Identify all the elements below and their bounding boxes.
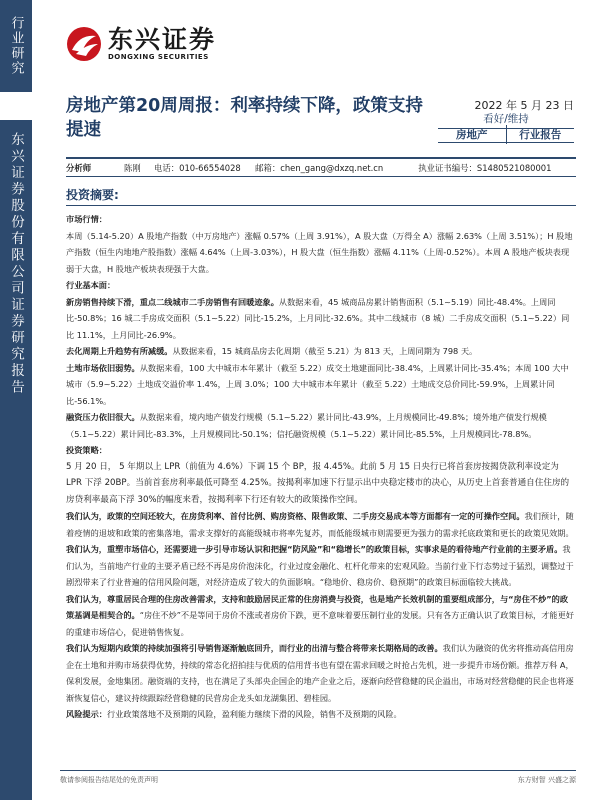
tag-report-type: 行业报告 [519,129,562,141]
email-value: chen_gang@dxzq.net.cn [280,162,384,173]
rating-label: 看好/维持 [438,109,574,129]
abstract-divider [66,205,576,206]
sales-lead: 新房销售持续下滑，重点二线城市二手房销售有回暖迹象。 [66,296,279,307]
tags-divider [438,142,574,143]
strategy-3-text: 我们认为，当前地产行业的主要矛盾已经不再是房价泡沫化，行业过度金融化、杠杆化带来的宏观风险。当前行业下行态势过于猛烈，调整过于剧烈带来了行业普遍的信用风险问题，对经济造成了较大的负面影响。“稳地价、稳房价、稳预期”的政策目标面临较大挑战。 [66,544,574,587]
strategy-4-text: “房住不炒”不是等同于房价不涨或者房价下跌，更不意味着要压制行业的发展。只有各方正确认识了政策目标，才能更好的重建市场信心，促进销售恢复。 [66,610,574,637]
inventory-paragraph [66,343,576,360]
logo-text-cn: 东兴证券 [108,25,217,54]
analyst-name: 陈刚 [124,162,141,173]
report-title: 房地产第20周周报：利率持续下降，政策支持提速 [66,96,423,140]
strategy-paragraph-4 [66,591,576,641]
risk-text: 行业政策落地不及预期的风险，盈利能力继续下滑的风险，销售不及预期的风险。 [106,709,402,719]
phone-value: 010-66554028 [179,162,241,173]
company-logo [66,26,216,62]
abstract-body [66,211,576,723]
sales-text: 从数据来看，45 城商品房累计销售面积（5.1~5.19）同比-48.4%。上周同比-50.8%；16 城二手房成交面积（5.1~5.22）同比-15.2%，上月同比-32.6%。其中二线城市（8 城）二手房成交面积（5.1~5.22）同比 11.1%，上月同比-26.9%。 [66,296,570,340]
strategy-3-lead: 我们认为，重塑市场信心，还需要进一步引导市场认识和把握“防风险”和“稳增长”的政策目标，实事求是的看待地产行业前的主要矛盾。 [66,544,563,554]
page-footer [60,770,576,785]
phone-label: 电话： [154,162,180,173]
strategy-2-lead: 我们认为，政策的空间还较大，在房贷利率、首付比例、购房资格、限售政策、二手房交易成本等方面都有一定的可操作空间。 [66,511,525,521]
market-heading: 市场行情： [66,214,107,224]
email-label: 邮箱： [255,162,281,173]
risk-lead: 风险提示： [66,709,107,719]
disclaimer-note: 敬请参阅报告结尾处的免责声明 [60,776,158,784]
strategy-paragraph-5 [66,640,576,706]
report-date: 2022 年 5 月 23 日 [474,99,574,112]
sidebar [0,0,32,800]
land-paragraph [66,360,576,410]
strategy-paragraph-1: 5 月 20 日， 5 年期以上 LPR（前值为 4.6%）下调 15 个 BP，报 4.45%。此前 5 月 15 日央行已将首套房按揭贷款利率设定为 LPR 下浮 20BP。当前首套房利率最低可降至 4.25%。按揭利率加速下行显示出中央稳定楼市的决心，从历史上首套普通自住住房的房贷利率最高下浮 30%的幅度来看，按揭利率下行还有较大的政策操作空间。 [66,461,570,505]
strategy-4-lead: 我们认为，尊重居民合理的住房改善需求，支持和鼓励居民正常的住房消费与投资，也是地产长效机制的重要组成部分，与“房住不炒”的政策基调是相契合的。 [66,593,569,620]
analyst-bar [66,157,576,177]
land-lead: 土地市场依旧弱势。 [66,362,140,373]
logo-emblem-icon [66,26,102,62]
strategy-paragraph-2 [66,508,576,541]
inventory-text: 从数据来看，15 城商品房去化周期（截至 5.21）为 813 天，上周同期为 798 天。 [172,346,478,356]
strategy-paragraph-3 [66,541,576,591]
footer-slogan: 东方财智 兴盛之源 [517,776,576,784]
logo-text-en: DONGXING SECURITIES [108,53,209,61]
strategy-heading: 投资策略： [66,445,107,455]
strategy-5-text: 我们认为融资的优劣将推动高信用房企在土地和并购市场获得优势，持续的常态化招拍挂与优质的信用背书也有望在需求回暖之时抢占先机，进一步提升市场份额。推荐万科 A，保利发展，金地集团。融资端的支持，也在满足了头部央企国企的地产企业之后，逐渐向经营稳健的民企溢出，市场对经营稳健的民企也将逐渐恢复信心，建议持续跟踪经营稳健的民营房企龙头如龙湖集团、碧桂园。 [66,643,574,703]
strategy-2-text: 我们预计，随着疫情的退坡和政策的密集落地，需求支撑好的高能级城市将率先复苏，而低能级城市则需要更为强力的需求托底政策和更长的政策见效期。 [66,511,574,538]
land-text: 从数据来看，100 大中城市本年累计（截至 5.22）成交土地建面同比-38.4%，上周累计同比-35.4%；本周 100 大中城市（5.9~5.22）土地成交溢价率 1.4%，上周 3.0%；100 大中城市本年累计（截至 5.22）土地成交总价同比-59.9%，上周累计同比-56.1%。 [66,362,569,406]
tag-sector: 房地产 [438,125,507,144]
license-label: 执业证书编号： [418,162,477,173]
sidebar-company-label: 东兴证券股份有限公司证券研究报告 [8,132,24,396]
sidebar-bottom-block [0,120,32,800]
financing-text: 从数据来看，境内地产债发行规模（5.1~5.22）累计同比-43.9%，上月规模同比-49.8%；境外地产债发行规模（5.1~5.22）累计同比-83.3%，上月规模同比-50.1%；信托融资规模（5.1~5.22）累计同比-85.5%，上月规模同比-78.8%。 [66,412,547,439]
risk-paragraph [66,706,576,723]
license-value: S1480521080001 [476,162,552,173]
strategy-5-lead: 我们认为短期内政策的持续加强将引导销售逐渐触底回升，而行业的出清与整合将带来长期格局的改善。 [66,643,443,653]
abstract-heading: 投资摘要: [66,188,119,202]
analyst-label: 分析师 [66,162,92,173]
inventory-lead: 去化周期上升趋势有所减缓。 [66,346,173,356]
financing-paragraph [66,409,576,442]
financing-lead: 融资压力依旧很大。 [66,412,140,422]
sales-paragraph [66,294,576,344]
market-paragraph: 本周（5.14-5.20）A 股地产指数（中万房地产）涨幅 0.57%（上周 3.91%），A 股大盘（万得全 A）涨幅 2.63%（上周 3.51%）；H 股地产指数（恒生内地地产股指数）涨幅 4.64%（上周-3.03%），H 股大盘（恒生指数）涨幅 4.11%（上周-0.52%）。本周 A 股地产板块表现弱于大盘，H 股地产板块表现强于大盘。 [66,230,573,274]
sidebar-category-label: 行业研究 [8,16,24,76]
sidebar-top-block [0,0,32,92]
fundamentals-heading: 行业基本面： [66,280,116,290]
